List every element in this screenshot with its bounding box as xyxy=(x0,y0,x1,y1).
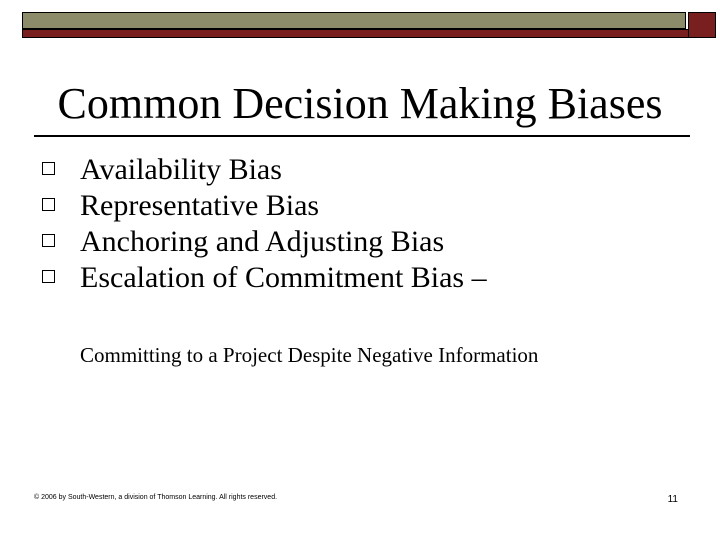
bullet-text: Representative Bias xyxy=(80,189,320,222)
title-divider xyxy=(34,135,690,137)
bullet-subtext: Committing to a Project Despite Negative Information xyxy=(80,343,539,367)
bullet-text: Escalation of Commitment Bias – xyxy=(80,261,487,294)
page-number: 11 xyxy=(667,494,678,505)
square-bullet-icon xyxy=(42,234,55,247)
square-bullet-icon xyxy=(42,162,55,175)
bullet-text: Anchoring and Adjusting Bias xyxy=(80,225,445,258)
square-bullet-icon xyxy=(42,270,55,283)
header-corner-box xyxy=(688,12,716,38)
header-decoration-bar xyxy=(22,12,716,38)
header-olive-stripe xyxy=(22,12,686,29)
header-maroon-stripe xyxy=(22,29,716,38)
slide-title: Common Decision Making Biases xyxy=(57,79,663,128)
bullet-text: Availability Bias xyxy=(80,153,282,186)
copyright-footer: © 2006 by South-Western, a division of Thomson Learning. All rights reserved. xyxy=(34,494,278,501)
square-bullet-icon xyxy=(42,198,55,211)
